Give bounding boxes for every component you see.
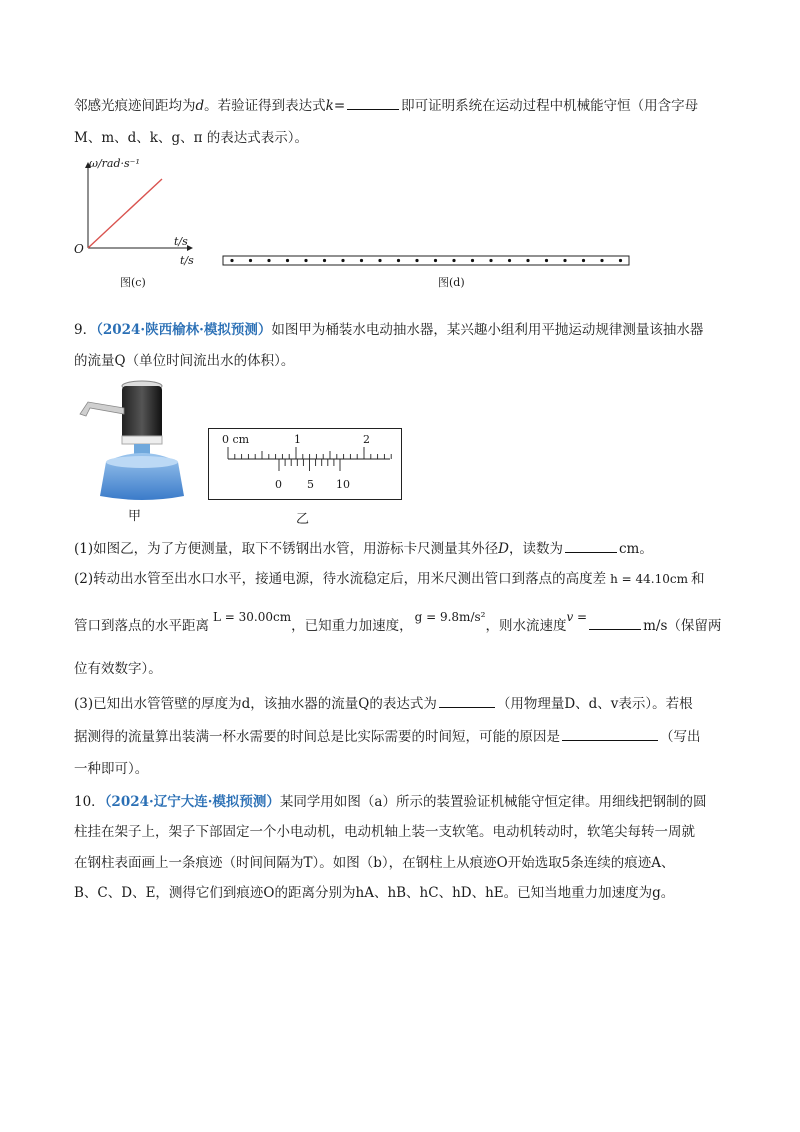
- q9-p3-text-b: （用物理量D、d、v表示）。若根: [496, 696, 693, 712]
- caliper-main-label-1: 1: [294, 433, 301, 446]
- q10-number: 10．: [74, 794, 105, 810]
- q9-p2-text-c: ，已知重力加速度，: [291, 618, 413, 634]
- answer-blank-reason[interactable]: [562, 728, 658, 741]
- prev-text-1a: 邻感光痕迹间距均为: [74, 98, 196, 114]
- q9-text-1: 如图甲为桶装水电动抽水器，某兴趣小组利用平抛运动规律测量该抽水器: [271, 322, 704, 338]
- trace-dot: [526, 259, 529, 262]
- trace-dot: [545, 259, 548, 262]
- q10-line-4: B、C、D、E，测得它们到痕迹O的距离分别为hA、hB、hC、hD、hE。已知当地重力加速度为g。: [74, 885, 675, 901]
- q9-part-2-line-2: [74, 610, 730, 636]
- q9-part-3-line-2: [74, 727, 730, 747]
- caliper-vernier-label-0: 0: [275, 478, 282, 491]
- answer-blank-v[interactable]: [589, 617, 641, 630]
- q9-p2-and: 和: [691, 571, 705, 587]
- formula-L: L = 30.00cm: [213, 610, 292, 624]
- trace-dot: [378, 259, 381, 262]
- trace-dot: [471, 259, 474, 262]
- q9-p3-text-a: (3)已知出水管管壁的厚度为d，该抽水器的流量Q的表达式为: [74, 696, 437, 712]
- q10-text-1: 某同学用如图（a）所示的装置验证机械能守恒定律。用细线把钢制的圆: [279, 794, 707, 810]
- trace-dot: [415, 259, 418, 262]
- q9-line-2: 的流量Q（单位时间流出水的体积）。: [74, 353, 295, 369]
- caliper-main-label-0: 0 cm: [222, 433, 250, 446]
- formula-h: h = 44.10cm: [610, 572, 688, 586]
- prev-text-1c: 即可证明系统在运动过程中机械能守恒（用含字母: [401, 98, 699, 114]
- omega-line: [88, 179, 162, 248]
- q9-part-3-line-1: [74, 694, 730, 714]
- q9-p3-text-d: （写出: [660, 729, 701, 745]
- q9-p2-text-b: 管口到落点的水平距离: [74, 618, 209, 634]
- figure-d-strip: [222, 254, 632, 268]
- trace-dot: [341, 259, 344, 262]
- q10-line-3: 在钢柱表面画上一条痕迹（时间间隔为T）。如图（b），在钢柱上从痕迹O开始选取5条连续的痕迹A、: [74, 855, 675, 871]
- trace-dot: [508, 259, 511, 262]
- q9-part-2-line-1: [74, 569, 730, 589]
- caliper-vernier-label-5: 5: [307, 478, 314, 491]
- var-D: D: [498, 541, 509, 557]
- trace-dot: [286, 259, 289, 262]
- trace-dot: [619, 259, 622, 262]
- origin-label: O: [74, 242, 84, 256]
- figure-c-caption: 图(c): [120, 276, 146, 289]
- q9-p1-text-b: ，读数为: [508, 541, 563, 557]
- q9-p3-text-c: 据测得的流量算出装满一杯水需要的时间总是比实际需要的时间短，可能的原因是: [74, 729, 560, 745]
- trace-dot: [397, 259, 400, 262]
- q9-source: （2024·陕西榆林·模拟预测）: [96, 322, 272, 338]
- q9-number: 9．: [74, 322, 97, 338]
- q9-part-3-line-3: 一种即可）。: [74, 761, 149, 777]
- eq-sign: =: [333, 98, 346, 114]
- q10-line-1: [74, 792, 730, 812]
- q9-p2-text-d: ，则水流速度: [485, 618, 567, 634]
- prev-question-line-2: M、m、d、k、g、π 的表达式表示）。: [74, 130, 309, 146]
- q9-p1-text-a: (1)如图乙，为了方便测量，取下不锈钢出水管，用游标卡尺测量其外径: [74, 541, 499, 557]
- var-d: d: [195, 98, 205, 114]
- figure-jia-caption: 甲: [128, 509, 142, 524]
- q10-source: （2024·辽宁大连·模拟预测）: [104, 794, 280, 810]
- prev-question-line-1: [74, 96, 730, 116]
- trace-dot: [360, 259, 363, 262]
- trace-dot: [267, 259, 270, 262]
- q9-p2-text-a: (2)转动出水管至出水口水平，接通电源，待水流稳定后，用米尺测出管口到落点的高度差: [74, 571, 607, 587]
- y-axis-label: ω/rad·s⁻¹: [89, 157, 140, 170]
- trace-dot: [323, 259, 326, 262]
- var-k: k: [325, 98, 334, 114]
- q9-p2-text-e: m/s（保留两: [643, 618, 722, 634]
- trace-dot: [230, 259, 233, 262]
- trace-dot: [249, 259, 252, 262]
- x-axis-label-2: t/s: [180, 254, 194, 267]
- trace-dot: [563, 259, 566, 262]
- caliper-vernier-label-10: 10: [336, 478, 350, 491]
- answer-blank-Q[interactable]: [439, 695, 495, 708]
- q9-part-2-line-3: 位有效数字）。: [74, 661, 162, 677]
- q9-p1-unit: cm。: [618, 541, 653, 557]
- trace-dot: [434, 259, 437, 262]
- trace-dot: [489, 259, 492, 262]
- figure-jia-pump: [76, 378, 196, 503]
- q9-line-1: [74, 320, 730, 340]
- trace-dot: [452, 259, 455, 262]
- formula-v: v =: [566, 610, 588, 624]
- q10-line-2: 柱挂在架子上，架子下部固定一个小电动机，电动机轴上装一支软笔。电动机转动时，软笔尖每转一周就: [74, 824, 695, 840]
- trace-dot: [600, 259, 603, 262]
- figure-yi-caption: 乙: [296, 512, 310, 527]
- answer-blank-k[interactable]: [347, 97, 399, 110]
- q9-part-1: [74, 539, 730, 559]
- trace-dot: [304, 259, 307, 262]
- x-axis-label: t/s: [174, 235, 188, 248]
- figure-d-caption: 图(d): [438, 276, 465, 289]
- figure-c-graph: [70, 155, 200, 290]
- answer-blank-D[interactable]: [565, 540, 617, 553]
- caliper-main-label-2: 2: [363, 433, 370, 446]
- prev-text-1b: 。若验证得到表达式: [204, 98, 326, 114]
- formula-g: g = 9.8m/s²: [414, 610, 486, 624]
- trace-dot: [582, 259, 585, 262]
